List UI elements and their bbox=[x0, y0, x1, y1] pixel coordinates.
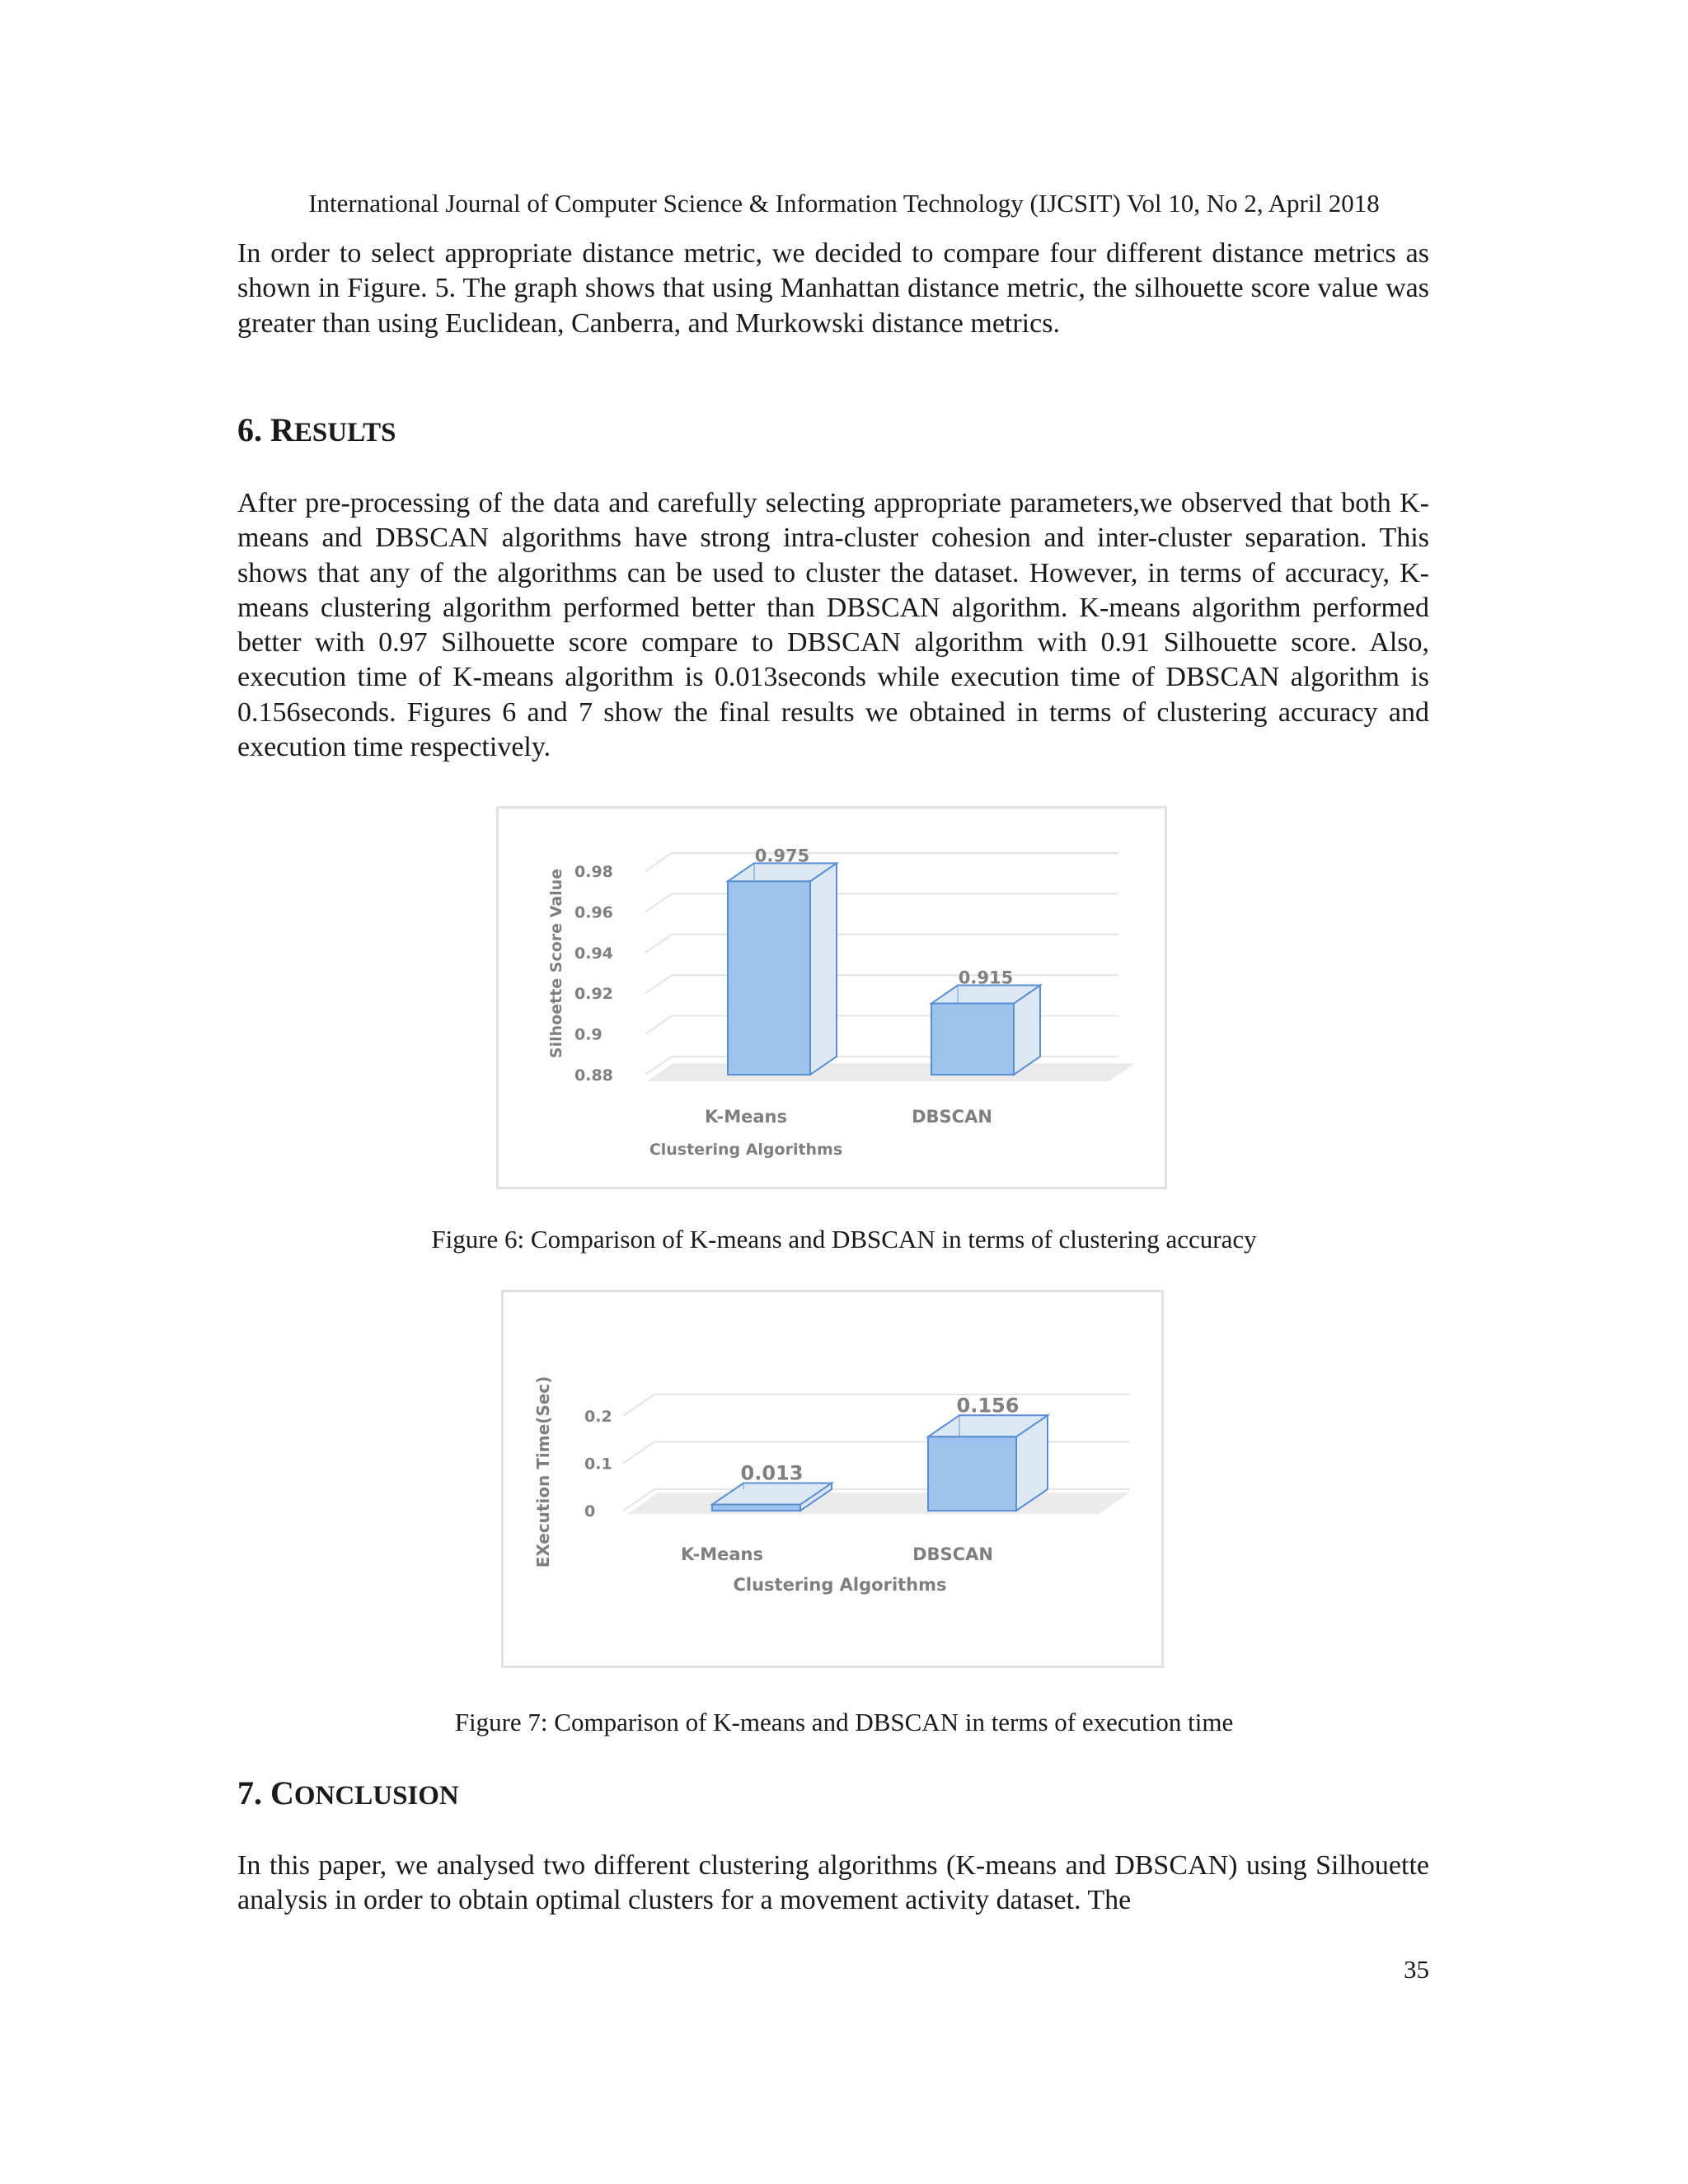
figure-7-caption: Figure 7: Comparison of K-means and DBSCAN in terms of execution time bbox=[454, 1708, 1234, 1736]
gridline-diagonal bbox=[623, 1394, 654, 1416]
bar bbox=[931, 1004, 1014, 1075]
gridline-diagonal bbox=[645, 893, 672, 912]
gridline-diagonal bbox=[623, 1442, 654, 1464]
conclusion-heading bbox=[237, 1774, 459, 1816]
x-tick-label: DBSCAN bbox=[912, 1107, 992, 1127]
data-label: 0.013 bbox=[740, 1461, 804, 1485]
results-paragraph: After pre-processing of the data and carefully selecting appropriate parameters,we observed that both K-means and DBSCAN algorithms have strong intra-cluster cohesion and inter-cluster separation. This shows that any of the algorithms can be used to cluster the dataset. However, in terms of accuracy, K-means clustering algorithm performed better than DBSCAN algorithm. K-means algorithm performed better with 0.97 Silhouette score compare to DBSCAN algorithm with 0.91 Silhouette score. Also, execution time of K-means algorithm is 0.013seconds while execution time of DBSCAN algorithm is 0.156seconds. Figures 6 and 7 show the final results we obtained in terms of clustering accuracy and execution time respectively. bbox=[237, 488, 1429, 763]
results-heading bbox=[237, 410, 396, 452]
conclusion-paragraph: In this paper, we analysed two different clustering algorithms (K-means and DBSCAN) using Silhouette analysis in order to obtain optimal clusters for a movement activity dataset. The bbox=[237, 1850, 1429, 1916]
y-tick-label: 0.88 bbox=[574, 1066, 613, 1085]
intro-paragraph: In order to select appropriate distance metric, we decided to compare four different distance metrics as shown in Figure. 5. The graph shows that using Manhattan distance metric, the silhouette score value was greater than using Euclidean, Canberra, and Murkowski distance metrics. bbox=[237, 238, 1429, 339]
data-label: 0.915 bbox=[958, 968, 1014, 988]
x-tick-label: K-Means bbox=[681, 1544, 763, 1564]
y-tick-label: 0.9 bbox=[574, 1025, 603, 1044]
bar bbox=[928, 1436, 1016, 1511]
chart-floor bbox=[627, 1493, 1130, 1514]
figure-6-caption: Figure 6: Comparison of K-means and DBSCAN in terms of clustering accuracy bbox=[431, 1225, 1257, 1254]
y-tick-label: 0.2 bbox=[584, 1408, 612, 1426]
gridline-diagonal bbox=[645, 853, 672, 871]
y-axis-title-6 bbox=[547, 869, 565, 1058]
conclusion-heading-rest: ONCLUSION bbox=[293, 1781, 459, 1811]
running-header: International Journal of Computer Science & Information Technology (IJCSIT) Vol 10, No 2, April 2018 bbox=[308, 189, 1380, 218]
results-heading-number: 6. bbox=[237, 411, 270, 448]
chart-floor bbox=[647, 1063, 1135, 1081]
y-axis-title: Silhoette Score Value bbox=[547, 868, 565, 1059]
x-tick-label: K-Means bbox=[705, 1107, 787, 1127]
results-heading-rest: ESULTS bbox=[293, 418, 396, 448]
page-number: 35 bbox=[1404, 1955, 1429, 1984]
gridline-diagonal bbox=[645, 975, 672, 993]
data-label: 0.156 bbox=[956, 1394, 1020, 1418]
bar bbox=[712, 1505, 800, 1511]
x-axis-title: Clustering Algorithms bbox=[649, 1141, 843, 1159]
figure-7-svg bbox=[504, 1292, 1161, 1666]
gridline-diagonal bbox=[645, 935, 672, 953]
x-tick-label: DBSCAN bbox=[912, 1544, 993, 1564]
y-tick-label: 0.1 bbox=[584, 1455, 612, 1474]
figure-6-chart bbox=[496, 806, 1167, 1189]
figure-7-chart bbox=[501, 1290, 1164, 1668]
bar bbox=[728, 881, 810, 1075]
y-tick-label: 0.92 bbox=[574, 985, 613, 1004]
y-tick-label: 0.94 bbox=[574, 944, 613, 963]
y-axis-title: EXecution Time(Sec) bbox=[533, 1376, 553, 1568]
y-tick-label: 0.98 bbox=[574, 863, 613, 881]
x-axis-title: Clustering Algorithms bbox=[733, 1575, 947, 1595]
results-heading-initial: R bbox=[270, 411, 294, 448]
y-tick-label: 0.96 bbox=[574, 903, 613, 922]
bar-side-face bbox=[810, 863, 837, 1075]
conclusion-heading-number: 7. bbox=[237, 1774, 270, 1811]
gridline-diagonal bbox=[645, 1016, 672, 1034]
conclusion-heading-initial: C bbox=[270, 1774, 294, 1811]
figure-6-svg bbox=[499, 808, 1165, 1187]
data-label: 0.975 bbox=[754, 846, 810, 866]
y-tick-label: 0 bbox=[584, 1502, 596, 1521]
